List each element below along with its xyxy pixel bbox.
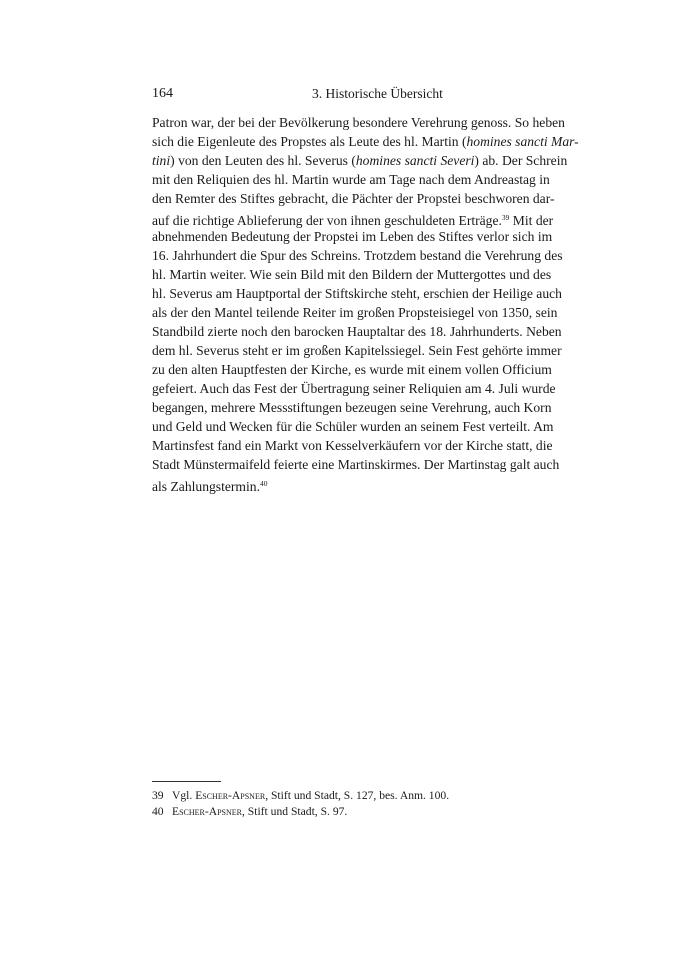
text-line: den Remter des Stiftes gebracht, die Pächter der Propstei beschworen dar-: [152, 191, 555, 206]
text-line: als Zahlungstermin.$^{40}$: [152, 479, 268, 494]
text-line: Patron war, der bei der Bevölkerung besondere Verehrung genoss. So heben: [152, 115, 565, 130]
latin-term: homines sancti Severi: [355, 153, 475, 168]
page-number: 164: [152, 86, 173, 101]
footnote-reference: 39: [501, 213, 510, 222]
running-head: 3. Historische Übersicht: [312, 86, 443, 101]
footnote-reference: 40: [259, 479, 268, 488]
text-line: dem hl. Severus steht er im großen Kapitelssiegel. Sein Fest gehörte immer: [152, 343, 562, 358]
text-line: begangen, mehrere Messstiftungen bezeugen seine Verehrung, auch Korn: [152, 400, 552, 415]
latin-term: homines sancti Mar-: [466, 134, 579, 149]
text-line: und Geld und Wecken für die Schüler wurden an seinem Fest verteilt. Am: [152, 419, 554, 434]
text-line: hl. Severus am Hauptportal der Stiftskirche steht, erschien der Heilige auch: [152, 286, 562, 301]
footnotes: [152, 788, 449, 820]
footnote-separator: [152, 781, 221, 782]
text-line: 16. Jahrhundert die Spur des Schreins. Trotzdem bestand die Verehrung des: [152, 248, 563, 263]
footnote: 39 Vgl. Escher-Apsner, Stift und Stadt, S. 127, bes. Anm. 100.: [152, 789, 450, 802]
author-name: Escher-Apsner: [195, 789, 266, 802]
footnote-number: 40: [152, 805, 164, 818]
text-line: auf die richtige Ablieferung der von ihnen geschuldeten Erträge.$^{39}$ Mit der: [152, 213, 554, 228]
author-name: Escher-Apsner: [172, 805, 242, 818]
body-paragraph: [152, 113, 579, 494]
text-line: Standbild zierte noch den barocken Hauptaltar des 18. Jahrhunderts. Neben: [152, 324, 562, 339]
text-line: abnehmenden Bedeutung der Propstei im Leben des Stiftes verlor sich im: [152, 229, 553, 244]
footnote: 40 Escher-Apsner, Stift und Stadt, S. 97.: [152, 805, 348, 818]
latin-term: tini: [152, 153, 171, 168]
text-line: tini) von den Leuten des hl. Severus (homines sancti Severi) ab. Der Schrein: [152, 153, 568, 168]
text-line: Martinsfest fand ein Markt von Kesselverkäufern vor der Kirche statt, die: [152, 438, 553, 453]
text-line: zu den alten Hauptfesten der Kirche, es wurde mit einem vollen Officium: [152, 362, 552, 377]
footnote-number: 39: [152, 789, 164, 802]
text-line: hl. Martin weiter. Wie sein Bild mit den Bildern der Muttergottes und des: [152, 267, 552, 282]
text-line: als der den Mantel teilende Reiter im großen Propsteisiegel von 1350, sein: [152, 305, 558, 320]
text-line: mit den Reliquien des hl. Martin wurde am Tage nach dem Andreastag in: [152, 172, 550, 187]
text-line: gefeiert. Auch das Fest der Übertragung seiner Reliquien am 4. Juli wurde: [152, 381, 556, 396]
text-line: Stadt Münstermaifeld feierte eine Martinskirmes. Der Martinstag galt auch: [152, 457, 560, 472]
text-line: sich die Eigenleute des Propstes als Leute des hl. Martin (homines sancti Mar-: [152, 134, 579, 149]
